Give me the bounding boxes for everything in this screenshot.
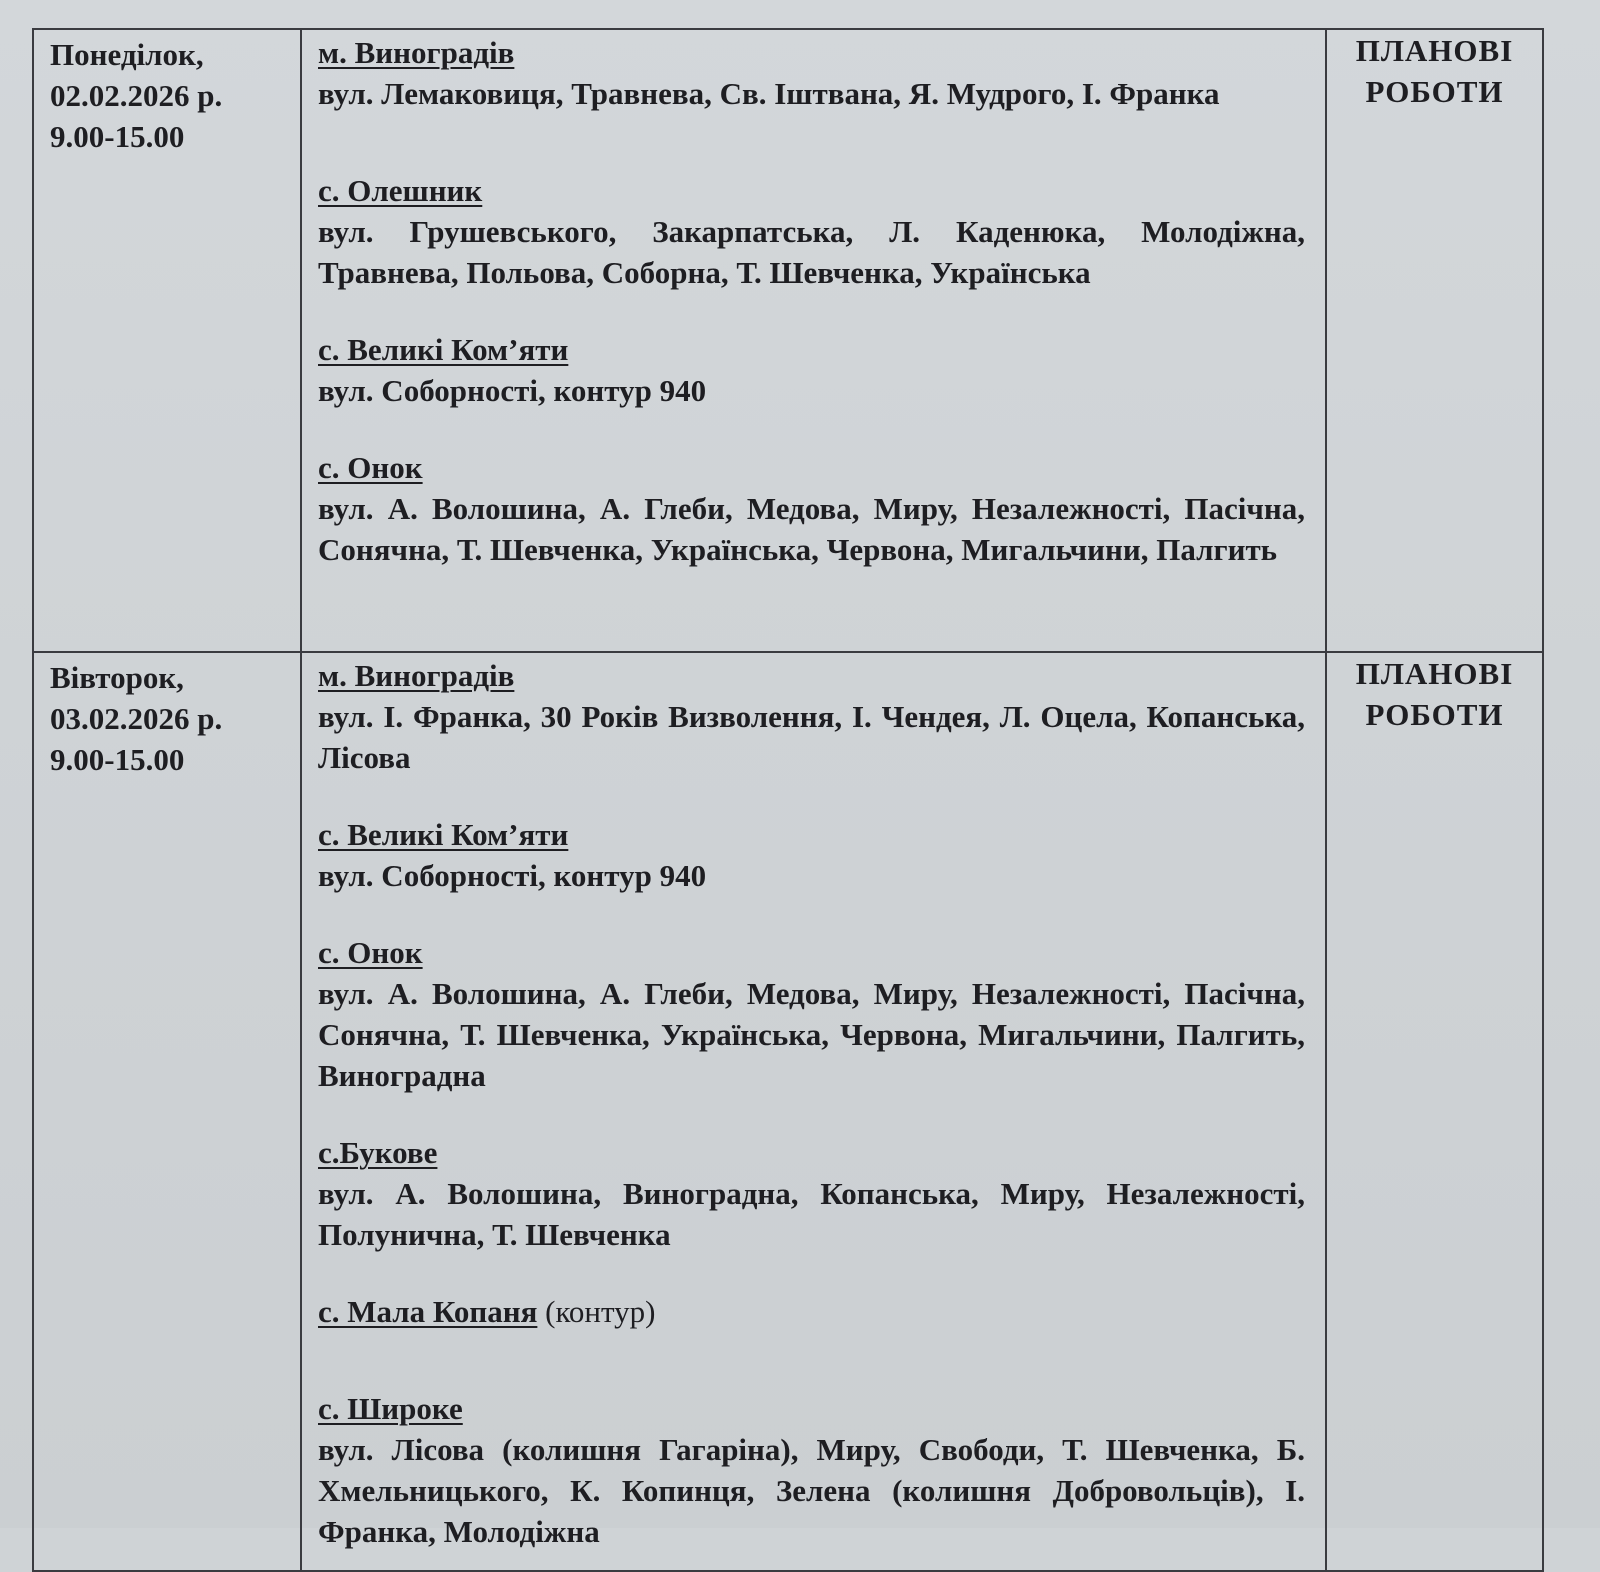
locality-block bbox=[318, 447, 1305, 570]
addresses-cell bbox=[301, 652, 1326, 1571]
locality-name: с. Онок bbox=[318, 935, 423, 970]
street-list: вул. Грушевського, Закарпатська, Л. Каденюка, Молодіжна, Травнева, Польова, Соборна, Т. Шевченка, Українська bbox=[318, 214, 1305, 290]
locality-name: с. Великі Ком’яти bbox=[318, 817, 569, 852]
locality-block bbox=[318, 170, 1305, 293]
locality-name: с. Мала Копаня bbox=[318, 1294, 538, 1329]
street-list: вул. А. Волошина, А. Глеби, Медова, Миру, Незалежності, Пасічна, Сонячна, Т. Шевченка, Українська, Червона, Мигальчини, Палгить bbox=[318, 491, 1305, 567]
locality-name: с. Олешник bbox=[318, 173, 483, 208]
outage-schedule-table bbox=[32, 28, 1544, 1572]
work-type-line: ПЛАНОВІ bbox=[1355, 656, 1514, 691]
time-range: 9.00-15.00 bbox=[50, 119, 185, 154]
date-cell bbox=[33, 652, 301, 1571]
locality-name: м. Виноградів bbox=[318, 658, 515, 693]
locality-block bbox=[318, 329, 1305, 411]
table-row-monday bbox=[33, 29, 1543, 652]
locality-block bbox=[318, 814, 1305, 896]
work-type-cell bbox=[1326, 29, 1543, 652]
locality-block bbox=[318, 1388, 1305, 1552]
date: 02.02.2026 р. bbox=[50, 78, 223, 113]
locality-name: с. Великі Ком’яти bbox=[318, 332, 569, 367]
locality-block bbox=[318, 932, 1305, 1096]
day-name: Понеділок, bbox=[50, 37, 204, 72]
locality-block bbox=[318, 655, 1305, 778]
locality-name: с. Онок bbox=[318, 450, 423, 485]
addresses-cell bbox=[301, 29, 1326, 652]
locality-name: с.Букове bbox=[318, 1135, 438, 1170]
time-range: 9.00-15.00 bbox=[50, 742, 185, 777]
street-list: вул. А. Волошина, А. Глеби, Медова, Миру, Незалежності, Пасічна, Сонячна, Т. Шевченка, Українська, Червона, Мигальчини, Палгить, Виноградна bbox=[318, 976, 1305, 1093]
locality-name: с. Широке bbox=[318, 1391, 463, 1426]
locality-block bbox=[318, 32, 1305, 114]
work-type-line: ПЛАНОВІ bbox=[1355, 33, 1514, 68]
street-list: вул. А. Волошина, Виноградна, Копанська, Миру, Незалежності, Полунична, Т. Шевченка bbox=[318, 1176, 1305, 1252]
table-row-tuesday bbox=[33, 652, 1543, 1571]
locality-name: м. Виноградів bbox=[318, 35, 515, 70]
locality-block bbox=[318, 1132, 1305, 1255]
street-list: вул. Соборності, контур 940 bbox=[318, 858, 707, 893]
date-cell bbox=[33, 29, 301, 652]
street-list: вул. Соборності, контур 940 bbox=[318, 373, 707, 408]
date: 03.02.2026 р. bbox=[50, 701, 223, 736]
locality-block bbox=[318, 1291, 1305, 1332]
work-type-line: РОБОТИ bbox=[1365, 697, 1504, 732]
work-type-cell bbox=[1326, 652, 1543, 1571]
locality-note: (контур) bbox=[545, 1294, 656, 1329]
work-type-line: РОБОТИ bbox=[1365, 74, 1504, 109]
day-name: Вівторок, bbox=[50, 660, 184, 695]
street-list: вул. І. Франка, 30 Років Визволення, І. Чендея, Л. Оцела, Копанська, Лісова bbox=[318, 699, 1305, 775]
street-list: вул. Лісова (колишня Гагаріна), Миру, Свободи, Т. Шевченка, Б. Хмельницького, К. Копинця, Зелена (колишня Добровольців), І. Франка, Молодіжна bbox=[318, 1432, 1305, 1549]
street-list: вул. Лемаковиця, Травнева, Св. Іштвана, Я. Мудрого, І. Франка bbox=[318, 76, 1220, 111]
